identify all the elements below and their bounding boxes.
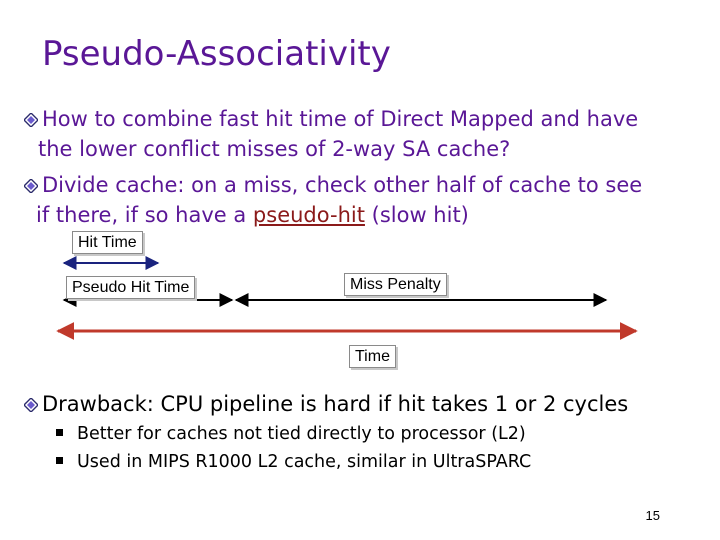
page-number: 15 [645, 508, 660, 523]
pseudo-hit-time-label: Pseudo Hit Time [66, 276, 195, 299]
square-bullet-icon [56, 457, 63, 464]
diamond-bullet-icon [24, 398, 38, 412]
pseudo-hit-term: pseudo-hit [252, 203, 365, 227]
time-label: Time [349, 345, 396, 368]
sub-bullet-2 [56, 449, 531, 475]
bullet-3-line-1 [24, 389, 628, 419]
miss-penalty-label: Miss Penalty [344, 273, 447, 296]
bullet-2-text-1: Divide cache: on a miss, check other half of cache to see [42, 173, 643, 197]
bullet-2-text-post: (slow hit) [364, 203, 469, 227]
sub-bullet-2-text: Used in MIPS R1000 L2 cache, similar in UltraSPARC [77, 452, 532, 472]
hit-time-label: Hit Time [72, 231, 143, 254]
bullet-2-text-pre: if there, if so have a [36, 203, 253, 227]
sub-bullet-1 [56, 421, 526, 447]
bullet-3-text: Drawback: CPU pipeline is hard if hit takes 1 or 2 cycles [42, 392, 629, 416]
page-title: Pseudo-Associativity [42, 34, 391, 74]
square-bullet-icon [56, 429, 63, 436]
bullet-1-line-2: the lower conflict misses of 2-way SA cache? [38, 137, 511, 161]
sub-bullet-1-text: Better for caches not tied directly to processor (L2) [77, 424, 526, 444]
bullet-1-text-1: How to combine fast hit time of Direct Mapped and have [42, 107, 639, 131]
